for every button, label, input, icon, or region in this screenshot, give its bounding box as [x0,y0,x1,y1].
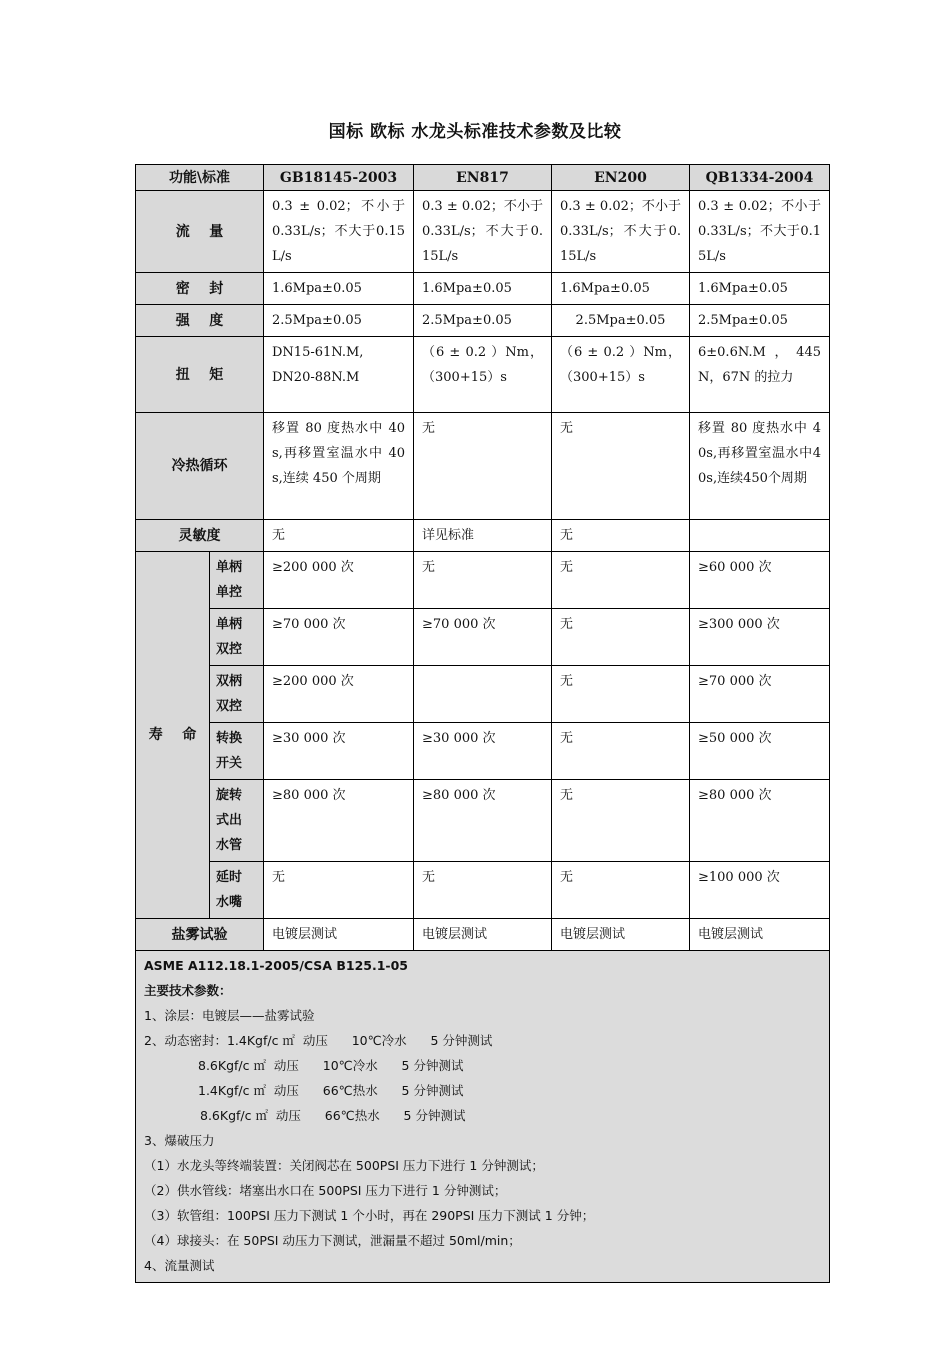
row-label-salt-spray: 盐雾试验 [136,919,264,951]
table-cell: 无 [552,862,690,919]
table-cell: ≥200 000 次 [264,666,414,723]
table-row [136,337,830,413]
table-cell: 0.3 ± 0.02；不小于0.33L/s；不大于0.15L/s [552,191,690,273]
table-cell: ≥80 000 次 [690,780,830,862]
note-line: 8.6Kgf/c ㎡ 动压 66℃热水 5 分钟测试 [200,1108,466,1123]
header-qb1334: QB1334-2004 [690,165,830,191]
table-row [136,609,830,666]
table-row [136,413,830,520]
row-label-thermal-cycle: 冷热循环 [136,413,264,520]
row-label-torque: 扭 矩 [136,337,264,413]
row-label-flow: 流 量 [136,191,264,273]
notes-heading: 主要技术参数： [144,983,232,998]
table-cell: DN15-61N.M, DN20-88N.M [264,337,414,413]
table-cell: 6±0.6N.M，445N，67N 的拉力 [690,337,830,413]
life-subrow-label: 延时 水嘴 [210,862,264,919]
table-cell: 2.5Mpa±0.05 [414,305,552,337]
table-cell [414,666,552,723]
table-cell: 2.5Mpa±0.05 [690,305,830,337]
page-title: 国标 欧标 水龙头标准技术参数及比较 [328,122,622,142]
row-label-strength: 强 度 [136,305,264,337]
table-header-row [136,165,830,191]
table-cell: 无 [264,862,414,919]
life-subrow-label: 旋转 式出 水管 [210,780,264,862]
table-cell: ≥30 000 次 [264,723,414,780]
table-cell: 1.6Mpa±0.05 [264,273,414,305]
table-cell: ≥30 000 次 [414,723,552,780]
life-subrow-label: 单柄 单控 [210,552,264,609]
note-line: 1、涂层：电镀层——盐雾试验 [144,1008,315,1023]
table-cell: 2.5Mpa±0.05 [552,305,690,337]
table-row [136,305,830,337]
table-cell: 无 [552,666,690,723]
table-row [136,666,830,723]
table-cell: 电镀层测试 [552,919,690,951]
table-cell: 电镀层测试 [264,919,414,951]
table-cell: 1.6Mpa±0.05 [552,273,690,305]
row-label-seal: 密 封 [136,273,264,305]
note-line: （1）水龙头等终端装置：关闭阀芯在 500PSI 压力下进行 1 分钟测试； [144,1158,544,1173]
table-cell: ≥300 000 次 [690,609,830,666]
table-row [136,191,830,273]
row-label-life: 寿 命 [136,552,210,919]
table-cell: 电镀层测试 [414,919,552,951]
table-cell: 无 [414,413,552,520]
table-cell: 无 [414,862,552,919]
table-row [136,919,830,951]
table-cell: ≥50 000 次 [690,723,830,780]
table-cell: ≥70 000 次 [690,666,830,723]
table-row [136,780,830,862]
table-cell: ≥70 000 次 [414,609,552,666]
asme-standard-title: ASME A112.18.1-2005/CSA B125.1-05 [144,958,408,973]
table-cell: ≥80 000 次 [264,780,414,862]
table-cell [690,520,830,552]
table-cell: 无 [552,780,690,862]
table-cell: 无 [264,520,414,552]
table-cell: 无 [552,723,690,780]
table-cell: 1.6Mpa±0.05 [414,273,552,305]
table-cell: 2.5Mpa±0.05 [264,305,414,337]
standards-comparison-table [135,164,830,1283]
table-cell: 无 [552,520,690,552]
header-en200: EN200 [552,165,690,191]
table-cell: 无 [552,552,690,609]
note-line: 3、爆破压力 [144,1133,215,1148]
life-subrow-label: 双柄 双控 [210,666,264,723]
table-cell: 无 [552,609,690,666]
table-cell: 0.3 ± 0.02；不小于0.33L/s；不大于0.15L/s [690,191,830,273]
header-en817: EN817 [414,165,552,191]
table-cell: ≥60 000 次 [690,552,830,609]
table-row [136,273,830,305]
life-subrow-label: 单柄 双控 [210,609,264,666]
table-cell: （6 ± 0.2 ）Nm，（300+15）s [552,337,690,413]
table-cell: 电镀层测试 [690,919,830,951]
table-cell: 移置 80 度热水中 40s,再移置室温水中40s,连续450个周期 [690,413,830,520]
note-line: （4）球接头：在 50PSI 动压力下测试，泄漏量不超过 50ml/min； [144,1233,521,1248]
table-row [136,520,830,552]
table-cell: 移置 80 度热水中 40s,再移置室温水中 40s,连续 450 个周期 [264,413,414,520]
table-cell: 无 [552,413,690,520]
table-cell: 0.3 ± 0.02；不小于0.33L/s；不大于0.15L/s [414,191,552,273]
table-row [136,862,830,919]
table-cell: （6 ± 0.2 ）Nm，（300+15）s [414,337,552,413]
notes-row [136,951,830,1283]
table-cell: 无 [414,552,552,609]
table-row [136,723,830,780]
table-cell: ≥200 000 次 [264,552,414,609]
note-line: 1.4Kgf/c ㎡ 动压 66℃热水 5 分钟测试 [198,1083,464,1098]
table-cell: ≥100 000 次 [690,862,830,919]
header-gb18145: GB18145-2003 [264,165,414,191]
row-label-sensitivity: 灵敏度 [136,520,264,552]
table-cell: ≥80 000 次 [414,780,552,862]
table-cell: ≥70 000 次 [264,609,414,666]
table-cell: 0.3 ± 0.02；不小于0.33L/s；不大于0.15L/s [264,191,414,273]
note-line: 8.6Kgf/c ㎡ 动压 10℃冷水 5 分钟测试 [198,1058,464,1073]
header-function-standard: 功能\标准 [136,165,264,191]
note-line: （3）软管组：100PSI 压力下测试 1 个小时，再在 290PSI 压力下测试 1 分钟； [144,1208,595,1223]
note-line: 4、流量测试 [144,1258,215,1273]
table-row [136,552,830,609]
asme-notes [136,951,830,1283]
table-cell: 详见标准 [414,520,552,552]
table-cell: 1.6Mpa±0.05 [690,273,830,305]
note-line: 2、动态密封：1.4Kgf/c ㎡ 动压 10℃冷水 5 分钟测试 [144,1033,493,1048]
note-line: （2）供水管线：堵塞出水口在 500PSI 压力下进行 1 分钟测试； [144,1183,507,1198]
life-subrow-label: 转换 开关 [210,723,264,780]
